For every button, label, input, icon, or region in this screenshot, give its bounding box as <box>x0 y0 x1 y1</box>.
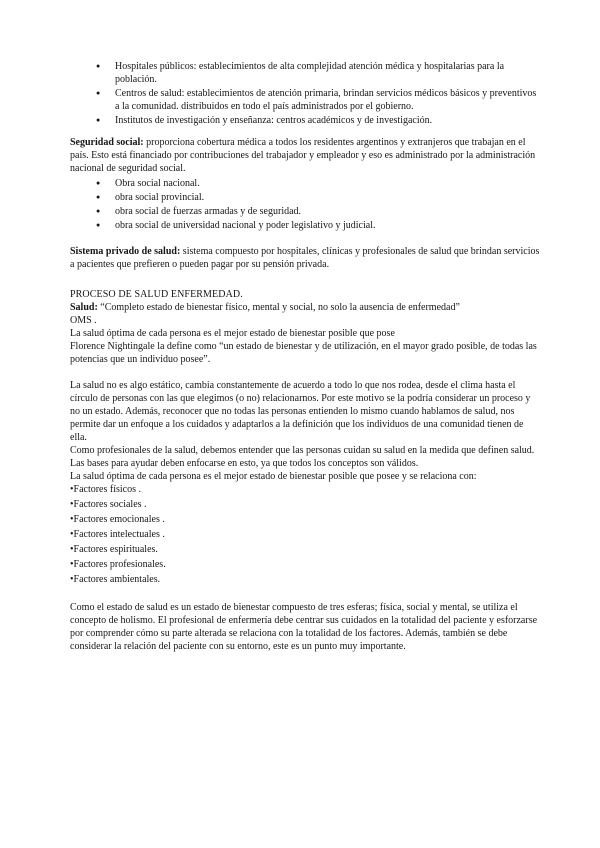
sistema-privado-label: Sistema privado de salud: <box>70 246 181 257</box>
factor-line: •Factores intelectuales . <box>70 529 165 540</box>
health-institutions-list <box>70 60 540 127</box>
salud-optima-line-1: La salud óptima de cada persona es el mejor estado de bienestar posible que pose <box>70 328 395 339</box>
list-item <box>96 87 540 113</box>
list-item <box>96 205 540 218</box>
oms-line: OMS . <box>70 315 97 326</box>
blank-line <box>70 366 540 379</box>
blank-line <box>70 588 540 601</box>
florence-nightingale-paragraph: Florence Nightingale la define como “un estado de bienestar y de utilización, en el mayor grado posible, de todas las potencias que un individuo posee”. <box>70 341 537 365</box>
holismo-paragraph: Como el estado de salud es un estado de bienestar compuesto de tres esferas; física, social y mental, se utiliza el concepto de holismo. El profesional de enfermería debe centrar sus cuidados en la totalidad del paciente y esforzarse por comprender cómo su parte alterada se relaciona con la totalidad de los factores. Además, también se debe considerar la relación del paciente con su entorno, este es un punto muy importante. <box>70 602 538 652</box>
obra-social-list <box>70 177 540 232</box>
salud-definition-paragraph <box>70 301 540 314</box>
seguridad-social-text: proporciona cobertura médica a todos los residentes argentinos y extranjeros que trabajan en el país. Esto está financiado por contribuciones del trabajador y empleador y eso es administrado por la administración nacional de seguridad social. <box>70 137 536 174</box>
proceso-heading: PROCESO DE SALUD ENFERMEDAD. <box>70 289 243 300</box>
factor-line: •Factores emocionales . <box>70 514 165 525</box>
list-item-text: obra social de fuerzas armadas y de seguridad. <box>115 206 302 217</box>
list-item-text: obra social provincial. <box>115 192 205 203</box>
salud-definition-text: “Completo estado de bienestar físico, mental y social, no solo la ausencia de enfermedad” <box>97 302 460 313</box>
profesionales-paragraph: Como profesionales de la salud, debemos entender que las personas cuidan su salud en la medida que definen salud. Las bases para ayudar deben enfocarse en esto, ya que todos los conceptos son válidos. <box>70 445 535 469</box>
salud-optima-line-2: La salud óptima de cada persona es el mejor estado de bienestar posible que posee y se relaciona con: <box>70 471 477 482</box>
list-item <box>96 219 540 232</box>
factor-line: •Factores profesionales. <box>70 559 166 570</box>
salud-estatico-paragraph: La salud no es algo estático, cambia constantemente de acuerdo a todo lo que nos rodea, desde el clima hasta el círculo de personas con las que elegimos (o no) relacionarnos. Por este motivo se la podría considerar un proceso y no un estado. Además, reconocer que no todas las personas entienden lo mismo cuando hablamos de salud, nos permite dar un enfoque a los cuidados y adaptarlos a la definición que los individuos de una comunidad tienen de ella. <box>70 380 531 443</box>
list-item-text: Hospitales públicos: establecimientos de alta complejidad atención médica y hospitalarias para la población. <box>115 61 505 85</box>
list-item <box>96 60 540 86</box>
list-item-text: obra social de universidad nacional y poder legislativo y judicial. <box>115 220 376 231</box>
sistema-privado-paragraph <box>70 245 540 271</box>
salud-label: Salud: <box>70 302 98 313</box>
seguridad-social-label: Seguridad social: <box>70 137 144 148</box>
list-item <box>96 114 540 127</box>
seguridad-social-paragraph <box>70 136 540 175</box>
factor-line: •Factores físicos . <box>70 484 141 495</box>
factor-line: •Factores espirituales. <box>70 544 158 555</box>
factores-list <box>70 483 540 586</box>
list-item-text: Institutos de investigación y enseñanza: centros académicos y de investigación. <box>115 115 433 126</box>
list-item <box>96 177 540 190</box>
sistema-privado-text: sistema compuesto por hospitales, clínicas y profesionales de salud que brindan servicios a pacientes que prefieren o pueden pagar por su pensión privada. <box>70 246 540 270</box>
factor-line: •Factores sociales . <box>70 499 147 510</box>
list-item-text: Obra social nacional. <box>115 178 200 189</box>
factor-line: •Factores ambientales. <box>70 574 161 585</box>
list-item-text: Centros de salud: establecimientos de atención primaria, brindan servicios médicos básicos y preventivos a la comunidad. distribuidos en todo el país administrados por el gobierno. <box>115 88 537 112</box>
list-item <box>96 191 540 204</box>
